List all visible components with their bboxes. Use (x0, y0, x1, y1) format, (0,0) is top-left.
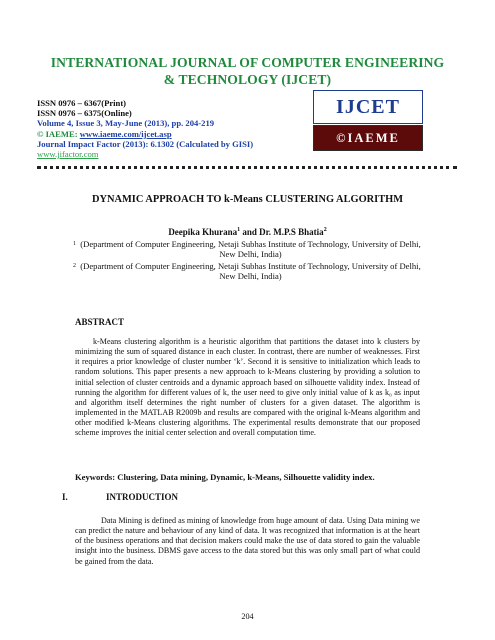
volume-info: Volume 4, Issue 3, May-June (2013), pp. 204-219 (37, 118, 215, 129)
jifactor-link[interactable]: www.jifactor.com (37, 149, 99, 160)
paper-title: DYNAMIC APPROACH TO k-Means CLUSTERING ALGORITHM (91, 194, 404, 205)
abstract-heading: ABSTRACT (75, 317, 125, 327)
affiliation-2-text: (Department of Computer Engineering, Netaji Subhas Institute of Technology, University of Delhi, New Delhi, India) (80, 261, 421, 282)
authors (30, 227, 465, 237)
issn-print: ISSN 0976 – 6367(Print) (37, 98, 127, 108)
iaeme-link[interactable]: www.iaeme.com/ijcet.asp (79, 128, 172, 139)
journal-title-line2: & TECHNOLOGY (IJCET) (163, 72, 332, 87)
iaeme-line (37, 129, 317, 139)
issn-online: ISSN 0976 – 6375(Online) (37, 108, 132, 119)
iaeme-prefix: © IAEME: (37, 128, 80, 139)
page-number: 204 (241, 612, 254, 621)
author-1-sup: 1 (237, 227, 241, 233)
keywords: Keywords: Clustering, Data mining, Dynamic, k-Means, Silhouette validity index. (75, 472, 375, 482)
section-heading: INTRODUCTION (106, 492, 179, 502)
journal-title-line1: INTERNATIONAL JOURNAL OF COMPUTER ENGINEERING (50, 55, 445, 70)
section-number: I. (62, 492, 68, 502)
dotted-divider (37, 166, 457, 169)
author-and: and Dr. M.P.S Bhatia (240, 227, 324, 237)
affiliation-1-sup: 1 (73, 241, 76, 247)
ijcet-logo: IJCET (313, 90, 423, 124)
journal-title (30, 54, 465, 88)
author-1: Deepika Khurana (168, 227, 238, 237)
journal-meta (37, 98, 317, 159)
author-2-sup: 2 (323, 227, 327, 233)
affiliation-2 (73, 261, 423, 282)
jifactor-line (37, 149, 317, 159)
affiliation-1 (73, 239, 423, 260)
affiliation-2-sup: 2 (73, 263, 76, 269)
affiliation-1-text: (Department of Computer Engineering, Netaji Subhas Institute of Technology, University of Delhi, New Delhi, India) (80, 239, 421, 260)
abstract-text: k-Means clustering algorithm is a heuristic algorithm that partitions the dataset into k clusters by minimizing the sum of squared distance in each cluster. In contrast, there are number of weaknesses. First it requires a prior knowledge of cluster number ‘k’. Second it is sensitive to initialization which leads to random solutions. This paper presents a new approach to k-Means clustering by providing a solution to initial selection of cluster centroids and a dynamic approach based on silhouette validity index. Instead of running the algorithm for different values of k, the user need to give only initial value of k as k₀ as input and algorithm itself determines the right number of clusters for a given dataset. The algorithm is implemented in the MATLAB R2009b and results are compared with the original k-Means algorithm and other modified k-Means clustering algorithms. The experimental results demonstrate that our proposed scheme improves the initial center selection and overall computation time. (75, 337, 420, 438)
iaeme-logo: ©IAEME (313, 125, 423, 151)
introduction-text: Data Mining is defined as mining of knowledge from huge amount of data. Using Data mining we can predict the nature and behaviour of any kind of data. It was recognized that information is at the heart of the business operations and that decision makers could make the use of data stored to gain the valuable insight into the business. DBMS gave access to the data stored but this was only small part of what could be gained from the data. (75, 516, 420, 566)
impact-factor: Journal Impact Factor (2013): 6.1302 (Calculated by GISI) (37, 138, 254, 149)
